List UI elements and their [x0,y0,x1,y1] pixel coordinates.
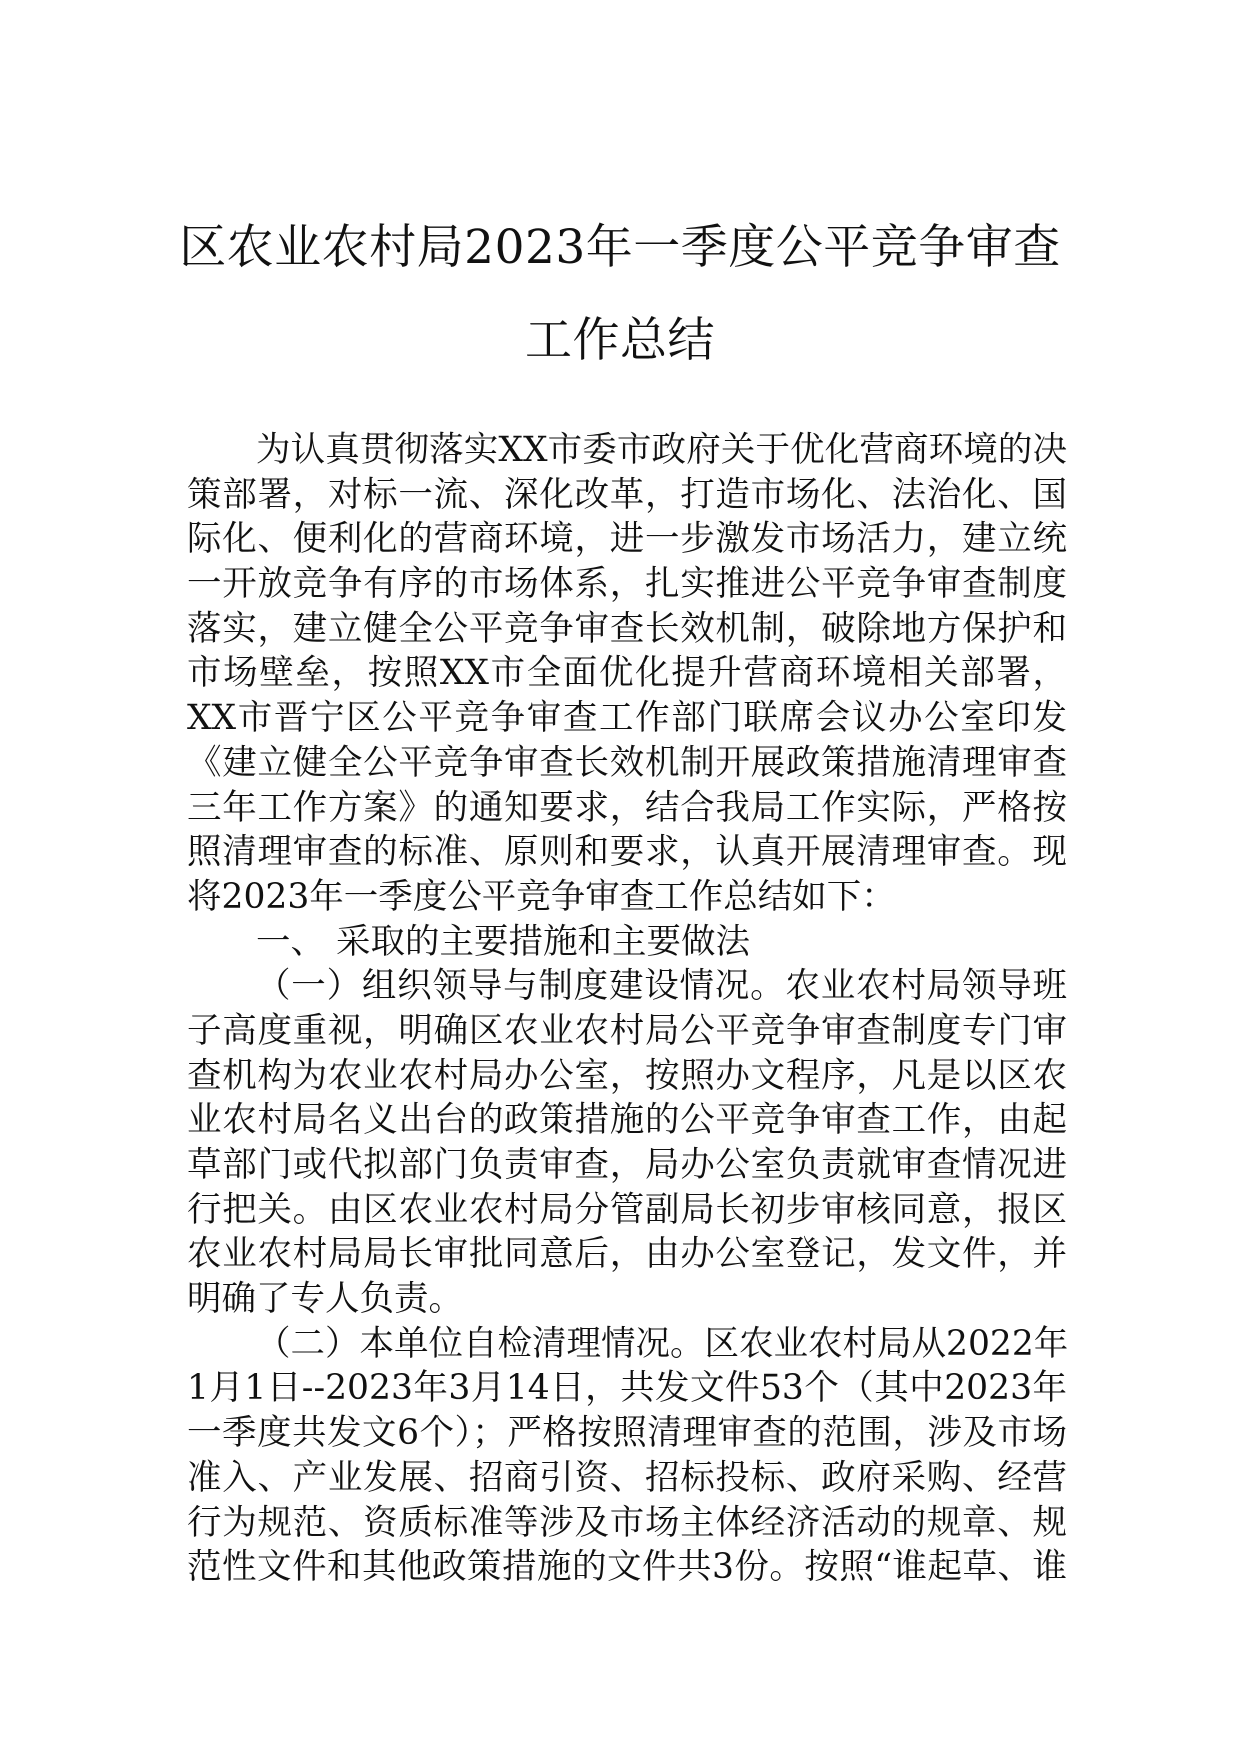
document-title-line-1: 区农业农村局2023年一季度公平竞争审查 [179,220,1061,275]
body-text-line: 照清理审查的标准、原则和要求，认真开展清理审查。现 [187,832,1067,873]
document-body [187,428,1067,1590]
body-text-line: 明确了专人负责。 [187,1279,463,1320]
body-text-line: （二）本单位自检清理情况。区农业农村局从2022年 [256,1323,1069,1364]
body-text-line: 农业农村局局长审批同意后，由办公室登记，发文件，并 [187,1234,1067,1275]
body-text-line: 落实，建立健全公平竞争审查长效机制，破除地方保护和 [187,608,1067,649]
body-text-line: 行为规范、资质标准等涉及市场主体经济活动的规章、规 [187,1502,1067,1543]
body-text-line: 子高度重视，明确区农业农村局公平竞争审查制度专门审 [187,1010,1067,1051]
body-text-line: 业农村局名义出台的政策措施的公平竞争审查工作，由起 [187,1100,1067,1141]
body-text-line: 准入、产业发展、招商引资、招标投标、政府采购、经营 [187,1457,1067,1498]
body-text-line: 草部门或代拟部门负责审查，局办公室负责就审查情况进 [187,1145,1067,1185]
body-text-line: 查机构为农业农村局办公室，按照办文程序，凡是以区农 [187,1055,1067,1096]
body-text-line: 三年工作方案》的通知要求，结合我局工作实际，严格按 [187,787,1067,828]
body-text-line: 将2023年一季度公平竞争审查工作总结如下： [187,876,896,917]
body-text-line: 策部署，对标一流、深化改革，打造市场化、法治化、国 [187,474,1067,515]
body-text-line: XX市晋宁区公平竞争审查工作部门联席会议办公室印发 [187,698,1067,739]
body-text-line: 1月1日--2023年3月14日，共发文件53个（其中2023年 [187,1368,1067,1409]
body-text-line: 一开放竞争有序的市场体系，扎实推进公平竞争审查制度 [187,564,1067,605]
body-text-line: （一）组织领导与制度建设情况。农业农村局领导班 [256,966,1067,1007]
body-text-line: 际化、便利化的营商环境，进一步激发市场活力，建立统 [187,519,1067,560]
body-text-line: 为认真贯彻落实XX市委市政府关于优化营商环境的决 [256,430,1067,470]
document-title-line-2: 工作总结 [525,313,715,368]
body-text-line: 一季度共发文6个）；严格按照清理审查的范围，涉及市场 [187,1413,1067,1454]
body-text-line: 行把关。由区农业农村局分管副局长初步审核同意，报区 [187,1189,1067,1230]
body-text-line: 一、 采取的主要措施和主要做法 [256,921,750,962]
body-text-line: 市场壁垒，按照XX市全面优化提升营商环境相关部署， [187,653,1067,694]
body-text-line: 范性文件和其他政策措施的文件共3份。按照“谁起草、谁 [187,1547,1067,1588]
body-text-line: 《建立健全公平竞争审查长效机制开展政策措施清理审查 [187,742,1067,783]
